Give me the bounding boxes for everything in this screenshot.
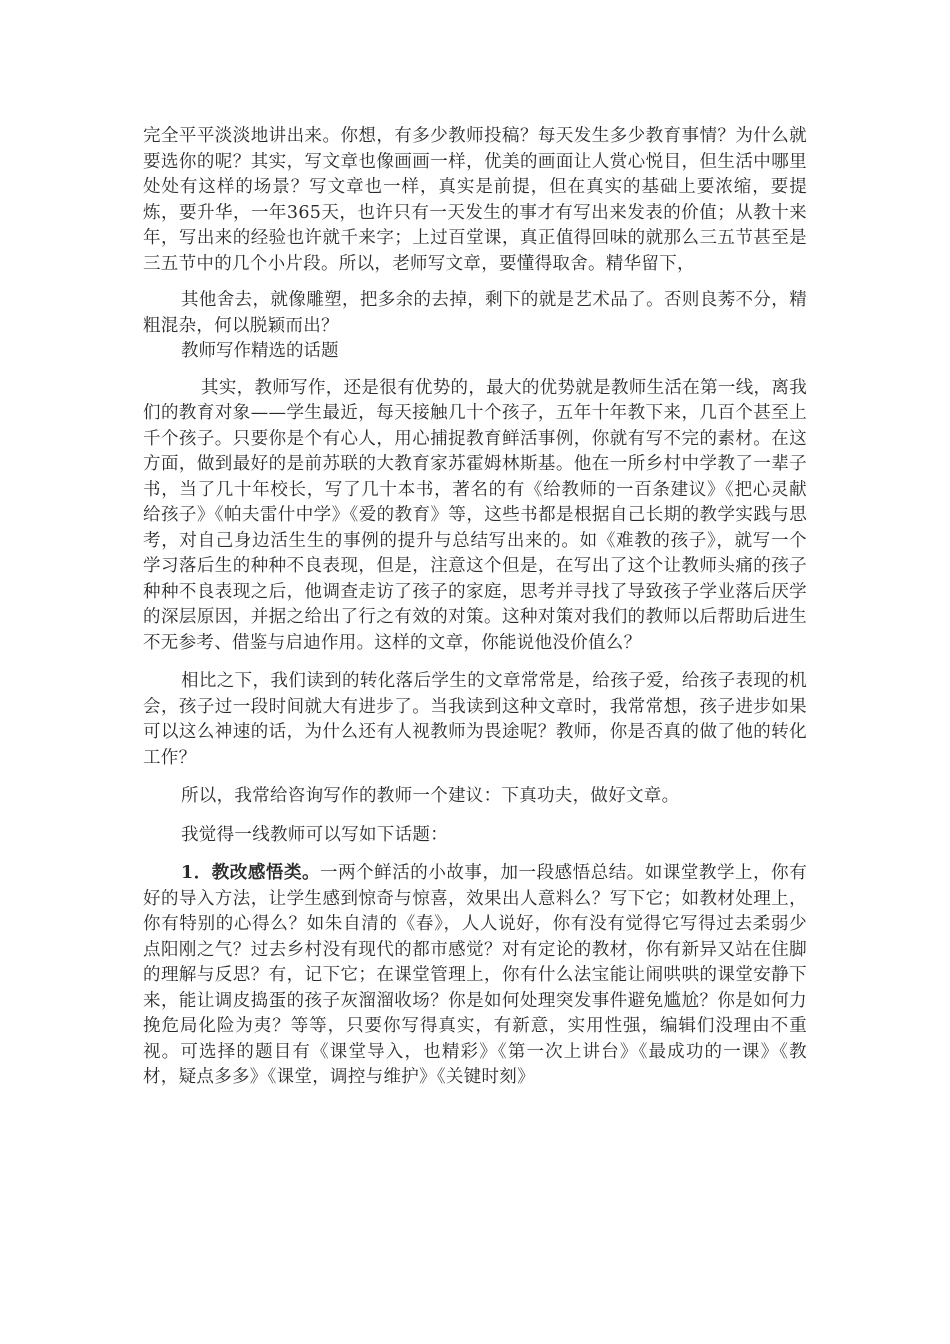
paragraph-5: 所以，我常给咨询写作的教师一个建议：下真功夫，做好文章。: [181, 786, 680, 806]
paragraph-2: 其他舍去，就像雕塑，把多余的去掉，剩下的就是艺术品了。否则良莠不分，精粗混杂，何以脱颖而出？: [143, 290, 807, 336]
paragraph-1: 完全平平淡淡地讲出来。你想，有多少教师投稿？每天发生多少教育事情？为什么就要选你的呢？其实，写文章也像画画一样，优美的画面让人赏心悦目，但生活中哪里处处有这样的场景？写文章也一样，真实是前提，但在真实的基础上要浓缩，要提炼，要升华，一年365天，也许只有一天发生的事才有写出来发表的价值；从教十来年，写出来的经验也许就千来字；上过百堂课，真正值得回味的就那么三五节甚至是三五节中的几个小片段。所以，老师写文章，要懂得取舍。精华留下，: [143, 126, 807, 274]
topic-heading: 1．教改感悟类。: [181, 863, 321, 883]
paragraph-4: 相比之下，我们读到的转化落后学生的文章常常是，给孩子爱，给孩子表现的机会，孩子过一段时间就大有进步了。当我读到这种文章时，我常常想，孩子进步如果可以这么神速的话，为什么还有人视教师为畏途呢？教师，你是否真的做了他的转化工作？: [143, 671, 807, 768]
paragraph-6: 我觉得一线教师可以写如下话题：: [181, 824, 448, 845]
document-page: [143, 124, 807, 1091]
section-title: 教师写作精选的话题: [181, 341, 339, 361]
paragraph-7: [143, 861, 807, 1091]
topic-body: 一两个鲜活的小故事，加一段感悟总结。如课堂教学上，你有好的导入方法，让学生感到惊奇与惊喜，效果出人意料么？写下它；如教材处理上，你有特别的心得么？如朱自清的《春》，人人说好，你有没有觉得它写得过去柔弱少点阳刚之气？过去乡村没有现代的都市感觉？对有定论的教材，你有新异又站在住脚的理解与反思？有，记下它；在课堂管理上，你有什么法宝能让闹哄哄的课堂安静下来，能让调皮捣蛋的孩子灰溜溜收场？你是如何处理突发事件避免尴尬？你是如何力挽危局化险为夷？等等，只要你写得真实，有新意，实用性强，编辑们没理由不重视。可选择的题目有《课堂导入，也精彩》《第一次上讲台》《最成功的一课》《教材，疑点多多》《课堂，调控与维护》《关键时刻》: [143, 863, 808, 1087]
paragraph-3: 其实，教师写作，还是很有优势的，最大的优势就是教师生活在第一线，离我们的教育对象——学生最近，每天接触几十个孩子，五年十年教下来，几百个甚至上千个孩子。只要你是个有心人，用心捕捉教育鲜活事例，你就有写不完的素材。在这方面，做到最好的是前苏联的大教育家苏霍姆林斯基。他在一所乡村中学教了一辈子书，当了几十年校长，写了几十本书，著名的有《给教师的一百条建议》《把心灵献给孩子》《帕夫雷什中学》《爱的教育》等，这些书都是根据自己长期的教学实践与思考，对自己身边活生生的事例的提升与总结写出来的。如《难教的孩子》，就写一个学习落后生的种种不良表现，但是，注意这个但是，在写出了这个让教师头痛的孩子种种不良表现之后，他调查走访了孩子的家庭，思考并寻找了导致孩子学业落后厌学的深层原因，并据之给出了行之有效的对策。这种对策对我们的教师以后帮助后进生不无参考、借鉴与启迪作用。这样的文章，你能说他没价值么？: [143, 377, 807, 653]
